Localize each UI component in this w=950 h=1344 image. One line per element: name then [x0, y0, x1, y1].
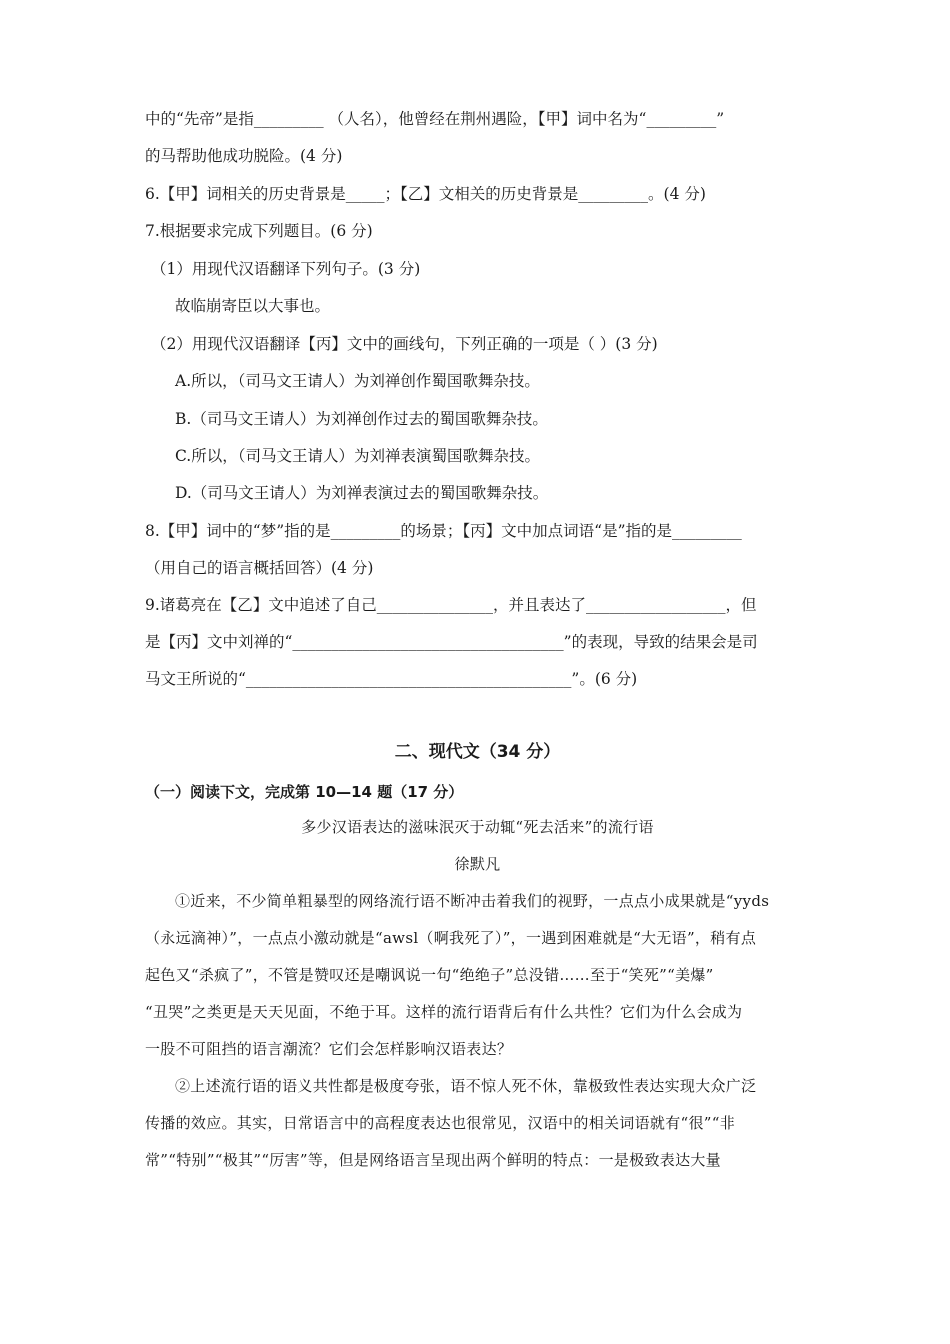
question-9-line-2: 是【丙】文中刘禅的“___________________________________”的表现，导致的结果会是司 — [145, 633, 758, 651]
option-c: C.所以，（司马文王请人）为刘禅表演蜀国歌舞杂技。 — [175, 447, 540, 465]
section-title: 二、现代文（34 分） — [394, 742, 561, 762]
question-7-part-2: （2）用现代汉语翻译【丙】文中的画线句，下列正确的一项是（ ）(3 分) — [151, 335, 658, 353]
question-9-line-3: 马文王所说的“__________________________________________”。(6 分) — [145, 670, 638, 688]
paragraph-1-line-5: 一股不可阻挡的语言潮流？它们会怎样影响汉语表达？ — [145, 1040, 513, 1058]
question-7-sentence: 故临崩寄臣以大事也。 — [175, 297, 331, 315]
paragraph-2-line-3: 常”“特别”“极其”“厉害”等，但是网络语言呈现出两个鲜明的特点：一是极致表达大量 — [145, 1151, 721, 1169]
question-8-line-1: 8.【甲】词中的“梦”指的是_________的场景；【丙】文中加点词语“是”指的是_________ — [145, 522, 742, 540]
article-title: 多少汉语表达的滋味泯灭于动辄“死去活来”的流行语 — [301, 818, 654, 836]
paragraph-1-line-3: 起色又“杀疯了”，不管是赞叹还是嘲讽说一句“绝绝子”总没错……至于“笑死”“美爆” — [145, 966, 714, 984]
question-9-line-1: 9.诸葛亮在【乙】文中追述了自己_______________，并且表达了__________________，但 — [145, 596, 757, 614]
question-6: 6.【甲】词相关的历史背景是_____；【乙】文相关的历史背景是_________。(4 分) — [145, 185, 706, 203]
question-7: 7.根据要求完成下列题目。(6 分) — [145, 222, 373, 240]
paragraph-1-line-1: ①近来，不少简单粗暴型的网络流行语不断冲击着我们的视野，一点点小成果就是“yyds — [175, 892, 770, 910]
option-d: D.（司马文王请人）为刘禅表演过去的蜀国歌舞杂技。 — [175, 484, 549, 502]
article-author: 徐默凡 — [454, 855, 501, 873]
question-5-continued-line-1: 中的“先帝”是指_________ （人名），他曾经在荆州遇险，【甲】词中名为“_________” — [145, 110, 725, 128]
paragraph-2-line-2: 传播的效应。其实，日常语言中的高程度表达也很常见，汉语中的相关词语就有“很”“非 — [145, 1114, 736, 1132]
subsection-title: （一）阅读下文，完成第 10—14 题（17 分） — [145, 783, 464, 801]
paragraph-2-line-1: ②上述流行语的语义共性都是极度夸张，语不惊人死不休，靠极致性表达实现大众广泛 — [175, 1077, 757, 1095]
question-7-part-1: （1）用现代汉语翻译下列句子。(3 分) — [151, 260, 421, 278]
option-a: A.所以，（司马文王请人）为刘禅创作蜀国歌舞杂技。 — [175, 372, 540, 390]
question-5-continued-line-2: 的马帮助他成功脱险。(4 分) — [145, 147, 343, 165]
paragraph-1-line-2: （永远滴神）”，一点点小激动就是“awsl（啊我死了）”，一遇到困难就是“大无语”，稍有点 — [145, 929, 757, 947]
question-8-line-2: （用自己的语言概括回答）(4 分) — [145, 559, 374, 577]
option-b: B.（司马文王请人）为刘禅创作过去的蜀国歌舞杂技。 — [175, 410, 548, 428]
paragraph-1-line-4: “丑哭”之类更是天天见面，不绝于耳。这样的流行语背后有什么共性？它们为什么会成为 — [145, 1003, 743, 1021]
